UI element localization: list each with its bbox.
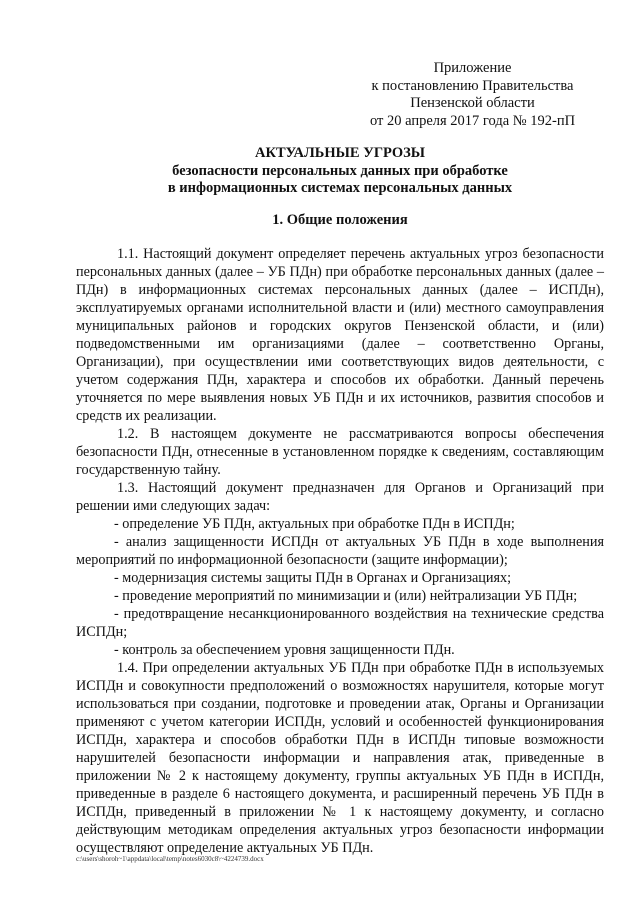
paragraph-1-2: 1.2. В настоящем документе не рассматриваются вопросы обеспечения безопасности ПДн, отнесенные в установленном порядке к сведениям, составляющим государственную тайну. <box>76 426 604 478</box>
document-title <box>80 145 600 198</box>
title-line-2: безопасности персональных данных при обработке <box>172 162 508 179</box>
task-item: - предотвращение несанкционированного воздействия на технические средства ИСПДн; <box>76 606 604 640</box>
task-item: - контроль за обеспечением уровня защищенности ПДн. <box>114 642 455 658</box>
document-body <box>76 245 604 857</box>
footer-file-path: c:\users\shoroh~1\appdata\local\temp\notes6030c8\~4224739.docx <box>76 855 264 863</box>
paragraph-1-3: 1.3. Настоящий документ предназначен для Органов и Организаций при решении ими следующих задач: <box>76 480 604 514</box>
section-heading: 1. Общие положения <box>272 212 408 228</box>
task-item: - модернизация системы защиты ПДн в Органах и Организациях; <box>114 570 512 586</box>
appendix-label: Приложение <box>433 60 512 76</box>
title-line-1: АКТУАЛЬНЫЕ УГРОЗЫ <box>254 145 425 161</box>
appendix-date-number: от 20 апреля 2017 года № 192-пП <box>369 112 576 129</box>
appendix-header <box>340 60 605 130</box>
appendix-region: Пензенской области <box>410 95 535 111</box>
task-item: - проведение мероприятий по минимизации и (или) нейтрализации УБ ПДн; <box>114 588 578 604</box>
title-line-3: в информационных системах персональных данных <box>167 180 513 196</box>
appendix-resolution: к постановлению Правительства <box>371 77 574 94</box>
paragraph-1-4: 1.4. При определении актуальных УБ ПДн при обработке ПДн в используемых ИСПДн и совокупности предположений о возможностях нарушителя, которые могут использоваться при создании, подготовке и проведении атак, Органы и Организации применяют с учетом категории ИСПДн, условий и особенностей функционирования ИСПДн, характера и способов обработки ПДн в ИСПДн типовые возможности нарушителей безопасности информации и направления атак, приведенные в приложении № 2 к настоящему документу, группы актуальных УБ ПДн в ИСПДн, приведенные в разделе 6 настоящего документа, и расширенный перечень УБ ПДн в ИСПДн, приведенный в приложении № 1 к настоящему документу, и согласно действующим методикам определения актуальных угроз безопасности информации осуществляют определение актуальных УБ ПДн. <box>76 660 604 856</box>
task-item: - определение УБ ПДн, актуальных при обработке ПДн в ИСПДн; <box>114 516 515 532</box>
task-item: - анализ защищенности ИСПДн от актуальных УБ ПДн в ходе выполнения мероприятий по информационной безопасности (защите информации); <box>76 534 604 568</box>
paragraph-1-1: 1.1. Настоящий документ определяет перечень актуальных угроз безопасности персональных данных (далее – УБ ПДн) при обработке персональных данных (далее – ПДн) в информационных системах персональных данных (далее – ИСПДн), эксплуатируемых органами исполнительной власти и (или) местного самоуправления муниципальных районов и городских округов Пензенской области, и (или) подведомственными им организациями (далее – соответственно Органы, Организации), при осуществлении ими соответствующих видов деятельности, с учетом содержания ПДн, характера и способов их обработки. Данный перечень уточняется по мере выявления новых УБ ПДн и их источников, развития способов и средств их реализации. <box>76 246 604 424</box>
